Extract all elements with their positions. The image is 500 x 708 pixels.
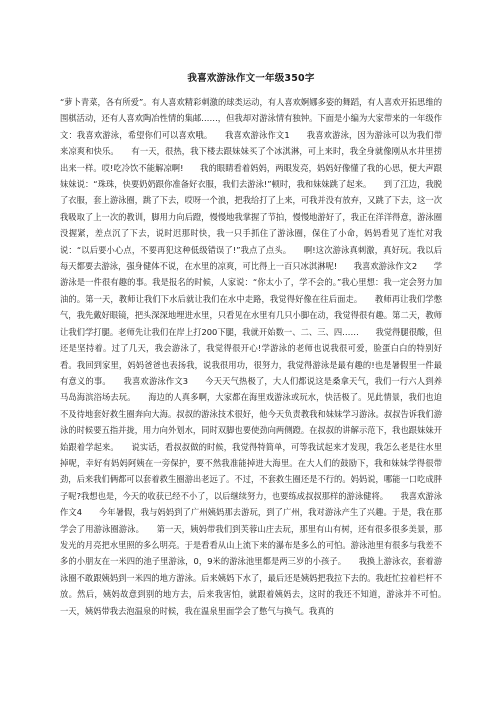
document-body: “萝卜青菜，各有所爱”。有人喜欢精彩刺激的球类运动，有人喜欢婀娜多姿的舞蹈，有人喜欢开拓思维的围棋活动，还有人喜欢陶冶性情的集邮……，但我却对游泳情有独钟。下面是小编为大家带来的一年级作文：我喜欢游泳，希望你们可以喜欢哦。 我喜欢游泳作文1 我喜欢游泳，因为游泳可以为我们带来凉爽和快乐。 有一天，很热，我下楼去跟妹妹买了个冰淇淋，可上来时，我全身就像刚从水井里捞出来一样。哎!吃冷饮不能解凉啊! 我的眼睛看着妈妈，两眼发亮，妈妈好像懂了我的心思，便大声跟妹妹说：“珠珠，快要奶奶跟你准备好衣服，我们去游泳!”顿时，我和妹妹跳了起来。 到了江边，我脱了衣服，套上游泳圈，跳了下去，哎呀一个浪，把我给打了上来，可我并没有放弃，又跳了下去，这一次我吸取了上一次的教训，脚用力向后蹬，慢慢地我掌握了节拍，慢慢地游好了，我正在洋洋得意，游泳圈没握紧，差点沉了下去，说时迟那时快，我一只手抓住了游泳圈，保住了小命，妈妈看见了连忙对我说：“以后要小心点，不要再犯这种低级错误了!”我点了点头。 啊!这次游泳真刺激，真好玩。我以后每天都要去游泳，强身健体不说，在水里的凉爽，可比得上一百只冰淇淋呢! 我喜欢游泳作文2 学游泳是一件很有趣的事。我是报名的时候，人家说：“你太小了，学不会的。”我心里想：我一定会努力加油的。第一天，教师让我们下水后就让我们在水中走路，我觉得好像在往后面走。 教师再让我们学憋气，我先戴好眼镜，把头深深地埋进水里，只看见在水里有几只小脚在动，我觉得很有趣。第二天，教师让我们学打腿。老师先让我们在岸上打200下腿，我就开始数一、二、三、四…… 我觉得腿很酸，但还是坚持着。过了几天，我会游泳了，我觉得很开心!学游泳的老师也说我很可爱，脸蛋白白的特别好看。我回到家里，妈妈爸爸也表扬我，说我很用功，很努力，我觉得游泳是最有趣的!也是暑假里一件最有意义的事。 我喜欢游泳作文3 今天天气热极了，大人们都说这是桑拿天气，我们一行六人到养马岛海滨浴场去玩。 海边的人真多啊，大家都在海里戏游泳或玩水，快活极了。见此情景，我们也迫不及待地套好救生圈奔向大海。叔叔的游泳技术很好，他今天负责教我和妹妹学习游泳。叔叔告诉我们游泳的时候要五指并拢，用力向外划水，同时双脚也要使劲向两侧蹬。在叔叔的讲解示范下，我也跟妹妹开始跟着学起来。 说实话，看叔叔做的时候，我觉得特简单，可等我试起来才发现，我怎么老是往水里掉呢，幸好有妈妈阿姨在一旁保护，要不然我准能掉进大海里。在大人们的鼓励下，我和妹妹学得很带劲，后来我们俩都可以套着救生圈游出老远了。不过，不套救生圈还是不行的。妈妈说，哪能一口吃成胖子呢?我想也是，今天的收获已经不小了，以后继续努力，也要练成叔叔那样的游泳健将。 我喜欢游泳作文4 今年暑假，我与妈妈到了广州姨妈那去游玩，到了广州，我对游泳产生了兴趣。于是，我在那学会了用游泳圈游泳。 第一天，姨妈带我们到芙蓉山庄去玩，那里有山有树，还有很多很多美景，那发光的月亮把水里照的多么明亮。于是看看从山上流下来的瀑布是多么的可怕。游泳池里有很多与我差不多的小朋友在一米四的池子里游泳，0，9米的游泳池里都是两三岁的小孩子。 我换上游泳衣，套着游泳圈不敢跟姨妈到一米四的地方游泳。后来姨妈下水了，最后还是姨妈把我拉下去的。我赶忙拉着栏杆不放。然后，姨妈故意到别的地方去，后来我害怕，就跟着姨妈去，这时的我还不知道，游泳并不可怕。 一天，姨妈带我去泡温泉的时候，我在温泉里面学会了憋气与换气。我真的 — [60, 97, 459, 616]
document-title: 我喜欢游泳作文一年级350字 — [187, 73, 315, 84]
